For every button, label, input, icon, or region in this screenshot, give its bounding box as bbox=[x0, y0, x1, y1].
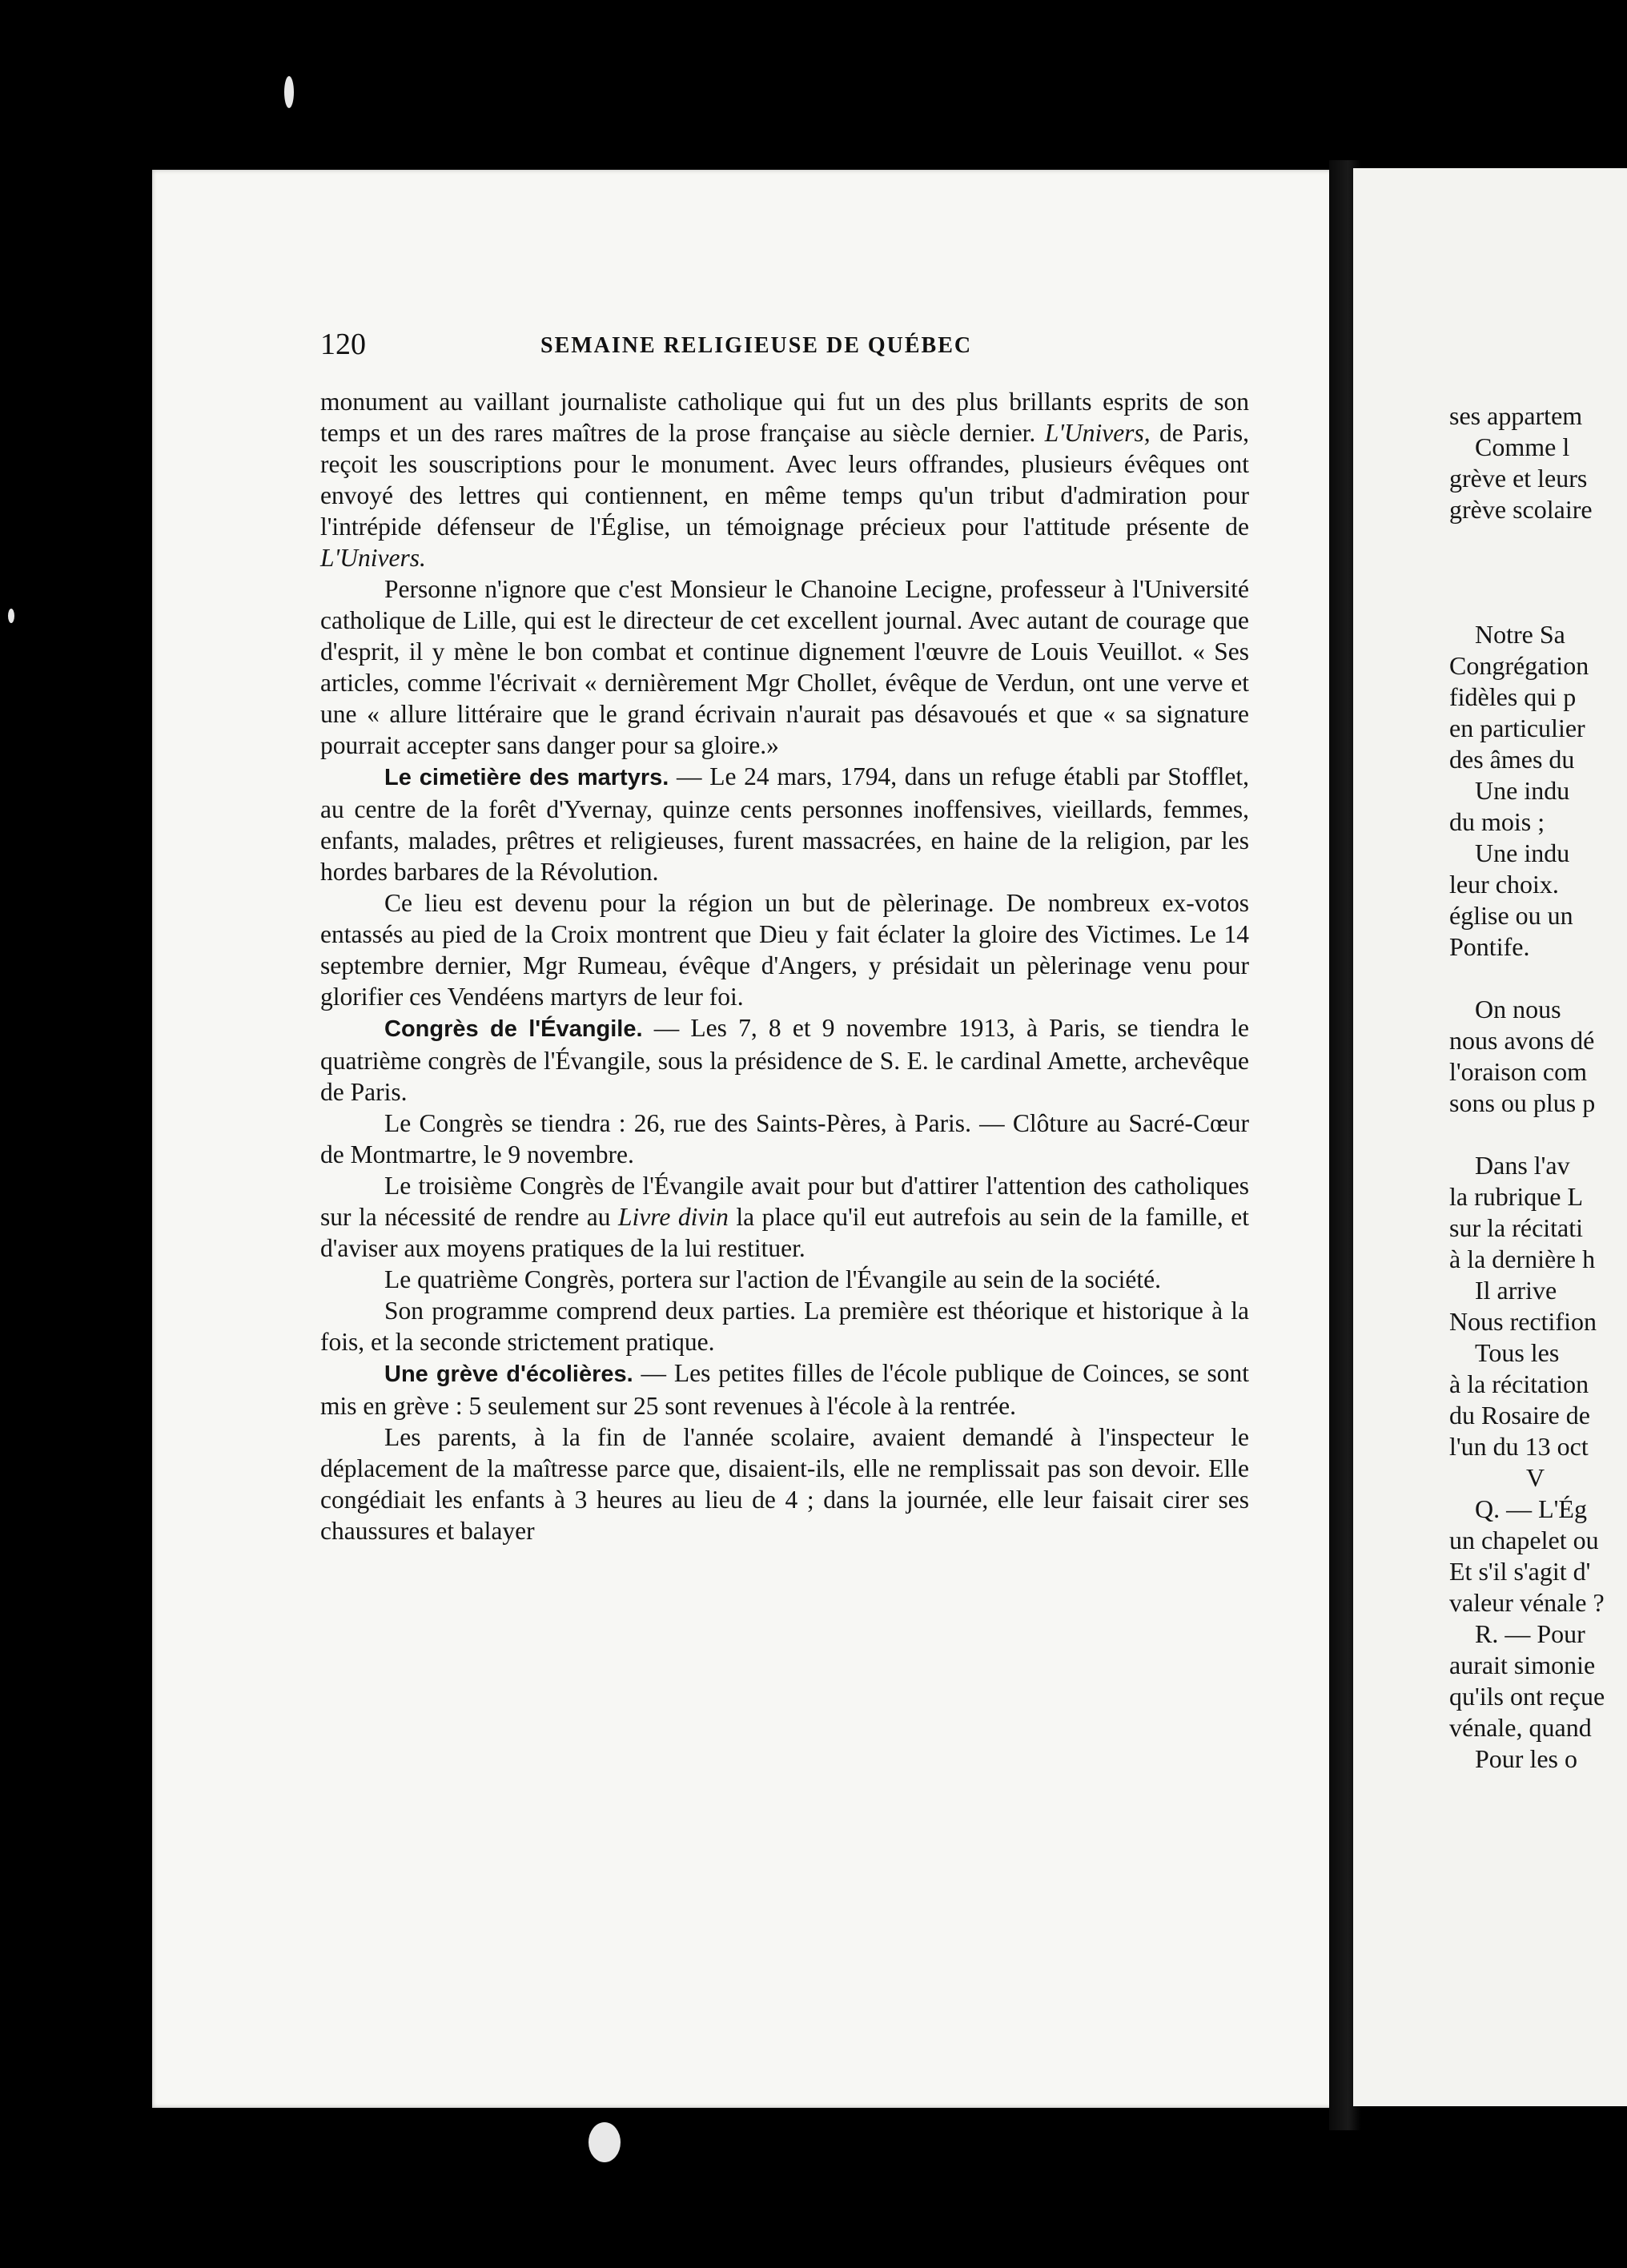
paragraph: Le quatrième Congrès, portera sur l'action de l'Évangile au sein de la société. bbox=[384, 1265, 1161, 1293]
right-page-line: ses appartem bbox=[1449, 401, 1583, 430]
right-page-line: Nous rectifion bbox=[1449, 1307, 1597, 1336]
dust-speck bbox=[284, 76, 294, 108]
right-page-line: du Rosaire de bbox=[1449, 1401, 1590, 1430]
right-page-line: Congrégation bbox=[1449, 651, 1589, 680]
right-page-line: église ou un bbox=[1449, 901, 1573, 930]
right-page-line bbox=[1449, 557, 1627, 588]
paragraph: Le troisième Congrès de l'Évangile avait pour but d'attirer l'attention des catholiques sur la nécessité de rendre au Livre divin la place qu'il eut autrefois au sein de la famille, et d'aviser aux moyens pratiques de la lui restituer. bbox=[320, 1172, 1249, 1262]
right-page-line: Q. — L'Ég bbox=[1449, 1494, 1587, 1523]
right-page-line: sons ou plus p bbox=[1449, 1088, 1596, 1117]
right-page-line: Tous les bbox=[1449, 1338, 1560, 1367]
paragraph: Ce lieu est devenu pour la région un but de pèlerinage. De nombreux ex-votos entassés au pied de la Croix montrent que Dieu y fait éclater la gloire des Victimes. Le 14 septembre dernier, Mgr Rumeau, évêque d'Angers, y présidait un pèlerinage venu pour glorifier ces Vendéens martyrs de leur foi. bbox=[320, 889, 1249, 1011]
right-page-line bbox=[1449, 525, 1627, 557]
section-paragraph: Une grève d'écolières. — Les petites filles de l'école publique de Coinces, se sont mis en grève : 5 seulement sur 25 sont revenues à l'école à la rentrée. bbox=[320, 1359, 1249, 1420]
section-paragraph: Congrès de l'Évangile. — Les 7, 8 et 9 novembre 1913, à Paris, se tiendra le quatrième congrès de l'Évangile, sous la présidence de S. E. le cardinal Amette, archevêque de Paris. bbox=[320, 1014, 1250, 1106]
right-page-body bbox=[1449, 400, 1627, 1775]
right-page-line: On nous bbox=[1449, 995, 1561, 1023]
right-page-line: Comme l bbox=[1449, 432, 1570, 461]
right-page-line: nous avons dé bbox=[1449, 1026, 1595, 1055]
right-page-line: Pour les o bbox=[1449, 1744, 1577, 1773]
right-page-line: un chapelet ou bbox=[1449, 1526, 1599, 1554]
right-page-line: Il arrive bbox=[1449, 1276, 1557, 1305]
paragraph: Son programme comprend deux parties. La première est théorique et historique à la fois, et la seconde strictement pratique. bbox=[320, 1297, 1249, 1356]
section-heading: Une grève d'écolières. bbox=[384, 1361, 633, 1387]
right-page-line bbox=[1449, 588, 1627, 619]
right-page-line: aurait simonie bbox=[1449, 1651, 1596, 1679]
left-page-body bbox=[320, 386, 1249, 1546]
right-page-line: valeur vénale ? bbox=[1449, 1588, 1605, 1617]
right-page-line: sur la récitati bbox=[1449, 1213, 1584, 1242]
running-head: SEMAINE RELIGIEUSE DE QUÉBEC bbox=[540, 333, 973, 358]
dust-speck bbox=[589, 2122, 621, 2162]
paragraph: Le Congrès se tiendra : 26, rue des Saints-Pères, à Paris. — Clôture au Sacré-Cœur de Montmartre, le 9 novembre. bbox=[320, 1109, 1249, 1168]
section-paragraph: Le cimetière des martyrs. — Le 24 mars, 1794, dans un refuge établi par Stofflet, au centre de la forêt d'Yvernay, quinze cents personnes inoffensives, vieillards, femmes, enfants, malades, prêtres et religieuses, furent massacrées, en haine de la religion, par les hordes barbares de la Révolution. bbox=[320, 762, 1249, 886]
right-page-line bbox=[1449, 963, 1627, 994]
right-page-line: Une indu bbox=[1449, 776, 1570, 805]
right-page-line: en particulier bbox=[1449, 714, 1585, 742]
right-page-line: Et s'il s'agit d' bbox=[1449, 1557, 1591, 1586]
right-page-line: Pontife. bbox=[1449, 932, 1530, 961]
section-heading: Congrès de l'Évangile. bbox=[384, 1016, 643, 1042]
right-page-line bbox=[1449, 1119, 1627, 1150]
right-page-line: Dans l'av bbox=[1449, 1151, 1570, 1180]
paragraph: Les parents, à la fin de l'année scolaire, avaient demandé à l'inspecteur le déplacement de la maîtresse parce que, disaient-ils, elle ne remplissait pas son devoir. Elle congédiait les enfants à 3 heures au lieu de 4 ; dans la journée, elle leur faisait cirer ses chaussures et balayer bbox=[320, 1423, 1249, 1545]
page-number: 120 bbox=[320, 328, 366, 361]
right-page-line: Une indu bbox=[1449, 838, 1570, 867]
right-page-line: R. — Pour bbox=[1449, 1619, 1585, 1648]
right-page-line: à la dernière h bbox=[1449, 1245, 1596, 1273]
right-page-line: fidèles qui p bbox=[1449, 682, 1577, 711]
right-page-line: la rubrique L bbox=[1449, 1182, 1584, 1211]
right-page-line: grève et leurs bbox=[1449, 464, 1588, 493]
right-page-line: l'oraison com bbox=[1449, 1057, 1587, 1086]
right-page-line: qu'ils ont reçue bbox=[1449, 1682, 1605, 1711]
paragraph: monument au vaillant journaliste catholique qui fut un des plus brillants esprits de son temps et un des rares maîtres de la prose française au siècle dernier. L'Univers, de Paris, reçoit les souscriptions pour le monument. Avec leurs offrandes, plusieurs évêques ont envoyé des lettres qui contiennent, en même temps qu'un tribut d'admiration pour l'intrépide défenseur de l'Église, un témoignage précieux pour l'attitude présente de L'Univers. bbox=[320, 388, 1250, 572]
right-page-line: l'un du 13 oct bbox=[1449, 1432, 1589, 1461]
right-page-line: vénale, quand bbox=[1449, 1713, 1592, 1742]
right-page-line: grève scolaire bbox=[1449, 495, 1593, 524]
right-page-line: du mois ; bbox=[1449, 807, 1545, 836]
right-page-line: V bbox=[1449, 1463, 1545, 1492]
right-page-line: à la récitation bbox=[1449, 1369, 1589, 1398]
page-header bbox=[320, 327, 1249, 367]
right-page-line: des âmes du bbox=[1449, 745, 1575, 774]
right-page-line: Notre Sa bbox=[1449, 620, 1565, 649]
section-heading: Le cimetière des martyrs. bbox=[384, 765, 669, 790]
dust-speck bbox=[8, 609, 14, 623]
right-page-line: leur choix. bbox=[1449, 870, 1559, 899]
paragraph: Personne n'ignore que c'est Monsieur le Chanoine Lecigne, professeur à l'Université catholique de Lille, qui est le directeur de cet excellent journal. Avec autant de courage que d'esprit, il y mène le bon combat et continue dignement l'œuvre de Louis Veuillot. « Ses articles, comme l'écrivait « dernièrement Mgr Chollet, évêque de Verdun, ont une verve et une « allure littéraire que le grand écrivain n'aurait pas désavoués et que « sa signature pourrait accepter sans danger pour sa gloire.» bbox=[320, 575, 1249, 759]
